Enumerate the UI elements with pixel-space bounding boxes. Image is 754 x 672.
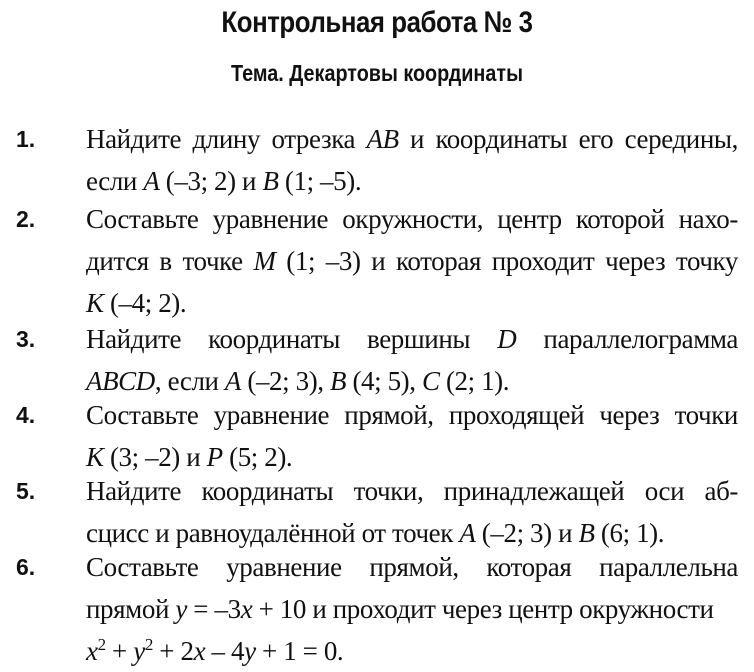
problem-line: Составьте уравнение прямой, которая параллельна [86, 552, 738, 582]
problem-text [86, 546, 738, 672]
problem-text [86, 118, 738, 202]
problem-number: 6. [16, 554, 36, 580]
problem-line: дится в точке M (1; –3) и которая проходит через точку [86, 246, 738, 276]
problem-text [86, 198, 738, 324]
problem-line: прямой y = –3x + 10 и проходит через центр окружности [86, 594, 714, 624]
problem-line: $x^2 + y^2 + 2x - 4y + 1 = 0$. [86, 635, 344, 666]
problem-number: 1. [16, 126, 36, 152]
problem-line: сцисс и равноудалённой от точек A (–2; 3) и B (6; 1). [86, 518, 665, 548]
problem-line: K (–4; 2). [86, 288, 187, 318]
problem-text [86, 318, 738, 402]
problem-number: 2. [16, 206, 36, 232]
problem-number: 3. [16, 326, 36, 352]
problem-number: 4. [16, 402, 36, 428]
problem-line: Составьте уравнение прямой, проходящей через точки [86, 400, 738, 430]
problem-text [86, 470, 738, 554]
problem-line: K (3; –2) и P (5; 2). [86, 442, 293, 472]
page-title: Контрольная работа № 3 [221, 6, 533, 39]
problem-line: Найдите длину отрезка AB и координаты его середины, [86, 124, 738, 154]
problem-text [86, 394, 738, 478]
problem-line: Найдите координаты вершины D параллелограмма [86, 324, 738, 354]
problem-line: ABCD, если A (–2; 3), B (4; 5), C (2; 1). [86, 366, 510, 396]
problem-line: Найдите координаты точки, принадлежащей оси аб- [86, 476, 738, 506]
problem-number: 5. [16, 478, 36, 504]
page-subtitle: Тема. Декартовы координаты [231, 60, 523, 86]
problem-line: если A (–3; 2) и B (1; –5). [86, 166, 362, 196]
problem-line: Составьте уравнение окружности, центр которой нахо- [86, 204, 738, 234]
